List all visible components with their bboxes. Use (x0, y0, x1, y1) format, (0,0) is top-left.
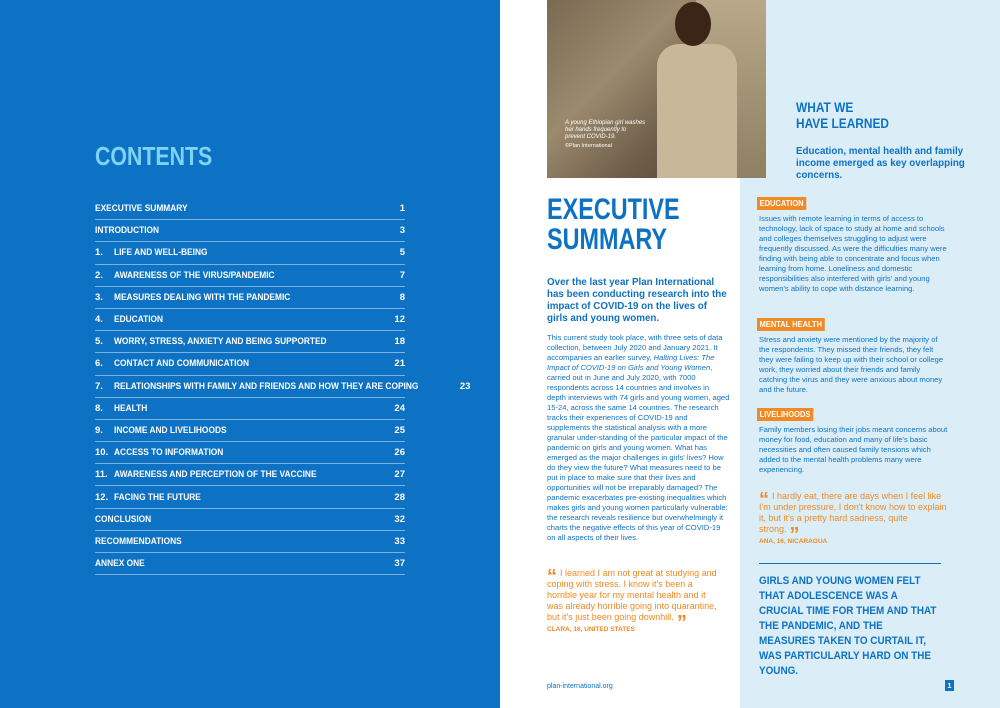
toc-label: CONCLUSION (95, 513, 152, 525)
toc-number: 7. (95, 380, 103, 392)
toc-row[interactable] (95, 198, 405, 220)
key-callout: GIRLS AND YOUNG WOMEN FELT THAT ADOLESCENCE WAS A CRUCIAL TIME FOR THEM AND THAT THE PANDEMIC, AND THE MEASURES TAKEN TO CURTAIL IT, WAS PARTICULARLY HARD ON THE YOUNG. (759, 575, 937, 677)
toc-label: INTRODUCTION (95, 225, 160, 237)
toc-page-number: 24 (394, 402, 405, 414)
toc-number: 3. (95, 291, 103, 303)
executive-summary-title (547, 195, 680, 255)
livelihoods-tag: LIVELIHOODS (757, 408, 813, 421)
wwhl-line1: WHAT WE (796, 99, 854, 115)
wwhl-line2: HAVE LEARNED (796, 115, 890, 131)
toc-page-number: 8 (399, 291, 405, 303)
toc-row[interactable] (95, 353, 405, 375)
toc-number: 6. (95, 358, 103, 370)
photo-girl-head (675, 2, 711, 46)
toc-page-number: 26 (394, 447, 405, 459)
toc-page-number: 27 (394, 469, 405, 481)
toc-page-number: 3 (399, 225, 405, 237)
cover-photo (547, 0, 766, 178)
mental-health-body: Stress and anxiety were mentioned by the majority of the respondents. They missed their friends, they felt they were failing to keep up with their school or college work, they worried about their friends and family catching the virus and they were anxious about money and the future. (759, 335, 944, 394)
executive-summary-page (500, 0, 1000, 708)
toc-label: AWARENESS OF THE VIRUS/PANDEMIC (114, 269, 275, 281)
exec-title-line2: SUMMARY (547, 223, 668, 256)
toc-label: LIFE AND WELL-BEING (114, 247, 208, 259)
toc-number: 2. (95, 269, 103, 281)
toc-label: ANNEX ONE (95, 558, 145, 570)
mental-health-tag: MENTAL HEALTH (757, 318, 825, 331)
toc-page-number: 1 (399, 203, 405, 215)
education-tag: EDUCATION (757, 197, 806, 210)
toc-page-number: 28 (394, 491, 405, 503)
education-body: Issues with remote learning in terms of access to technology, lack of space to study at home and schools and colleges themselves struggling to adjust were frequently discussed. As were the difficulties many were finding with being able to concentrate and focus when learning from home. Loneliness and domestic responsibilities also interfered with girls' and young women's ability to cope with distance learning. (759, 214, 947, 293)
toc-number: 9. (95, 424, 103, 436)
footer-url: plan-international.org (547, 683, 613, 690)
exec-lead-paragraph: Over the last year Plan International has been conducting research into the impact of COVID-19 on the lives of girls and young women. (547, 277, 727, 324)
toc-number: 10. (95, 447, 109, 459)
toc-page-number: 32 (394, 513, 405, 525)
exec-body-paragraph (547, 333, 730, 543)
photo-credit: ©Plan International (565, 142, 612, 149)
toc-label: EDUCATION (114, 314, 164, 326)
what-we-learned-title (796, 99, 889, 131)
toc-page-number: 23 (459, 380, 471, 392)
toc-number: 4. (95, 314, 103, 326)
toc-page-number: 37 (394, 558, 405, 570)
toc-label: RECOMMENDATIONS (95, 535, 182, 547)
toc-row[interactable] (95, 376, 471, 398)
toc-label: AWARENESS AND PERCEPTION OF THE VACCINE (114, 469, 317, 481)
toc-row[interactable] (95, 287, 405, 309)
toc-row[interactable] (95, 309, 405, 331)
livelihoods-body: Family members losing their jobs meant concerns about money for food, education and many of life's basic necessities and often caused family tensions which added to the mental health problems many were experiencing. (759, 425, 948, 474)
ana-quote-attribution: ANA, 16, NICARAGUA (759, 538, 828, 545)
toc-page-number: 25 (394, 424, 405, 436)
toc-number: 1. (95, 247, 103, 259)
toc-label: RELATIONSHIPS WITH FAMILY AND FRIENDS AND HOW THEY ARE COPING (114, 380, 419, 392)
toc-row[interactable] (95, 464, 405, 486)
contents-title: CONTENTS (95, 141, 213, 171)
toc-label: EXECUTIVE SUMMARY (95, 203, 188, 215)
toc-row[interactable] (95, 331, 405, 353)
toc-label: CONTACT AND COMMUNICATION (114, 358, 249, 370)
toc-page-number: 33 (394, 535, 405, 547)
toc-number: 8. (95, 402, 103, 414)
table-of-contents (95, 198, 471, 575)
photo-caption-text: A young Ethiopian girl washes her hands frequently to prevent COVID-19. (565, 120, 646, 141)
toc-row[interactable] (95, 420, 405, 442)
toc-page-number: 7 (399, 269, 405, 281)
exec-title-line1: EXECUTIVE (547, 193, 680, 226)
exec-body-part1: This current study took place, with three sets of data collection, between July 2020 and January 2021. It accompanies an earlier survey, (547, 333, 723, 362)
exec-body-part2: , carried out in June and July 2020, with 7000 respondents across 14 countries and involves in depth interviews with 74 girls and young women, aged 15-24, across the same 14 countries. The research tracks their experiences of COVID-19 and supplements the statistical analysis with a more granular under-standing of the particular impact of the pandemic on girls and young women. What has emerged as the major challenges in girls' lives? How do they view the future? What measures need to be put in place to make sure that their lives and opportunities will not be irreparably damaged? The pandemic exacerbates pre-existing inequalities which makes girls and young women particularly vulnerable: the research reveals resilience but overwhelmingly it charts the negative effects of this year of COVID-19 on all aspects of their lives. (547, 363, 730, 542)
toc-row[interactable] (95, 531, 405, 553)
page-number: 1 (945, 680, 954, 691)
toc-row[interactable] (95, 265, 405, 287)
toc-label: INCOME AND LIVELIHOODS (114, 424, 227, 436)
toc-row[interactable] (95, 242, 405, 264)
what-we-learned-subtitle: Education, mental health and family income emerged as key overlapping concerns. (796, 146, 965, 181)
toc-label: FACING THE FUTURE (114, 491, 201, 503)
toc-page-number: 12 (394, 314, 405, 326)
callout-divider (759, 563, 941, 564)
toc-row[interactable] (95, 553, 405, 575)
exec-body-report-title: Halting Lives: The Impact of COVID-19 on Girls and Young Women (547, 353, 715, 372)
ana-quote-text: “ I hardly eat, there are days when I feel like I'm under pressure, I don't know how to explain it, but it's a pretty hard sadness, quite strong. ” (759, 491, 949, 535)
toc-label: ACCESS TO INFORMATION (114, 447, 224, 459)
toc-number: 11. (95, 469, 108, 481)
toc-row[interactable] (95, 509, 405, 531)
clara-quote-attribution: CLARA, 16, UNITED STATES (547, 626, 635, 633)
toc-row[interactable] (95, 398, 405, 420)
toc-page-number: 21 (394, 358, 405, 370)
toc-label: HEALTH (114, 402, 148, 414)
toc-row[interactable] (95, 442, 405, 464)
clara-quote (547, 568, 722, 633)
toc-row[interactable] (95, 220, 405, 242)
toc-number: 5. (95, 336, 103, 348)
photo-girl-body (657, 44, 737, 178)
toc-row[interactable] (95, 486, 405, 508)
toc-number: 12. (95, 491, 109, 503)
photo-caption (565, 120, 647, 150)
toc-page-number: 18 (394, 336, 405, 348)
ana-quote (759, 491, 949, 545)
toc-label: WORRY, STRESS, ANXIETY AND BEING SUPPORTED (114, 336, 327, 348)
clara-quote-text: “ I learned I am not great at studying and coping with stress. I know it's been a horrible year for my mental health and it was already horrible going into quarantine, but it's just been going downhill. ” (547, 568, 722, 623)
toc-label: MEASURES DEALING WITH THE PANDEMIC (114, 291, 291, 303)
toc-page-number: 5 (399, 247, 405, 259)
